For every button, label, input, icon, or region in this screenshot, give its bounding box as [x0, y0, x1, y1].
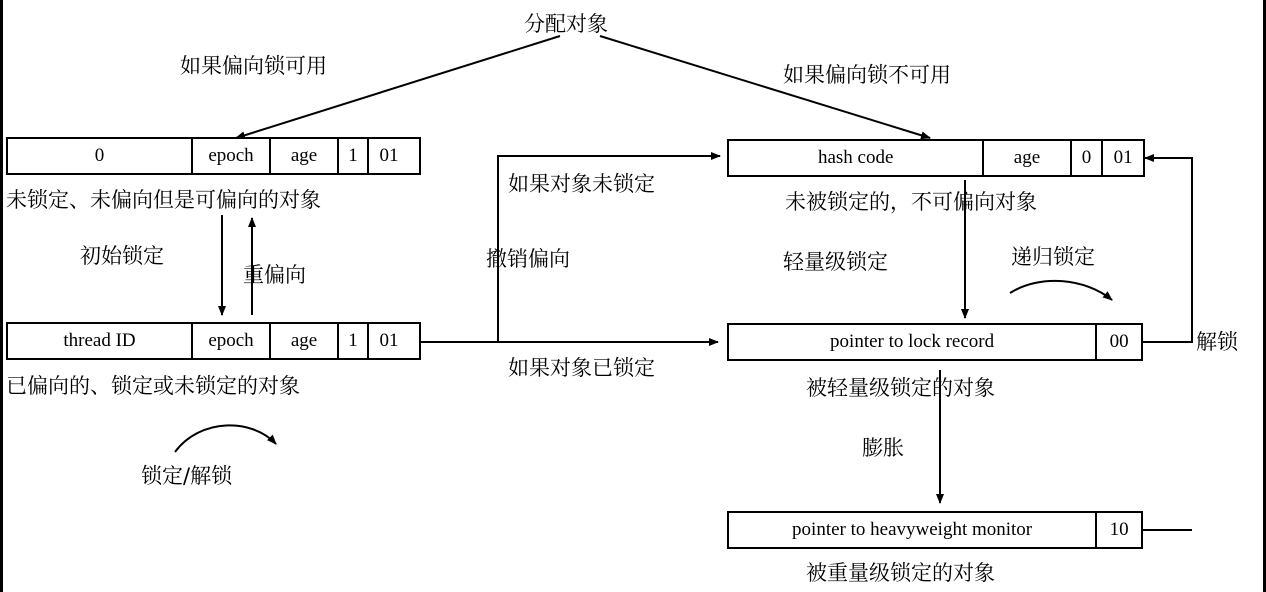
markword-cell-thread: 0	[8, 139, 193, 173]
edge-label-object-locked: 如果对象已锁定	[508, 356, 655, 380]
markword-cell-age: age	[271, 139, 339, 173]
edge-label-recursive-lock: 递归锁定	[1011, 245, 1095, 269]
markword-cell-hashcode: hash code	[729, 141, 984, 175]
markword-cell-biasbit: 0	[1072, 141, 1104, 175]
markword-cell-tag: 00	[1109, 331, 1129, 352]
markword-cell-tag: 01	[1113, 147, 1133, 168]
unlocked-biasable-caption: 未锁定、未偏向但是可偏向的对象	[6, 188, 321, 212]
edge-label-inflate: 膨胀	[862, 436, 904, 460]
heavyweight-monitor-markword	[727, 511, 1143, 549]
markword-cell-biasbit: 1	[339, 324, 369, 358]
markword-cell-tag: 10	[1109, 519, 1129, 540]
edge-label-revoke-bias: 撤销偏向	[486, 247, 570, 271]
markword-cell-thread-id: thread ID	[8, 324, 193, 358]
edge-label-initial-lock: 初始锁定	[80, 244, 164, 268]
edge-label-object-unlocked: 如果对象未锁定	[508, 172, 655, 196]
hashcode-markword-caption: 未被锁定的，不可偏向对象	[785, 190, 1037, 214]
heavyweight-monitor-caption: 被重量级锁定的对象	[806, 561, 995, 585]
edge-label-lightweight-lock: 轻量级锁定	[783, 250, 888, 274]
markword-cell-epoch: epoch	[193, 139, 271, 173]
markword-cell-lock-record-pointer: pointer to lock record	[729, 325, 1097, 359]
markword-cell-tag: 01	[379, 145, 399, 166]
markword-cell-biasbit: 1	[339, 139, 369, 173]
edge-label-biased-lock-unavailable: 如果偏向锁不可用	[783, 63, 951, 87]
biased-markword-caption: 已偏向的、锁定或未锁定的对象	[6, 374, 300, 398]
edge-label-biased-lock-available: 如果偏向锁可用	[180, 54, 327, 78]
markword-cell-age: age	[271, 324, 339, 358]
markword-cell-age: age	[984, 141, 1071, 175]
diagram-title: 分配对象	[524, 12, 608, 36]
markword-cell-epoch: epoch	[193, 324, 271, 358]
edge-label-unlock: 解锁	[1196, 330, 1238, 354]
lightweight-lock-caption: 被轻量级锁定的对象	[806, 376, 995, 400]
markword-cell-tag: 01	[379, 330, 399, 351]
biased-markword	[6, 322, 421, 360]
hashcode-markword	[727, 139, 1145, 177]
edge-label-lock-unlock: 锁定/解锁	[141, 464, 233, 488]
edge-label-rebias: 重偏向	[243, 263, 306, 287]
markword-cell-monitor-pointer: pointer to heavyweight monitor	[729, 513, 1097, 547]
lightweight-lock-markword	[727, 323, 1143, 361]
unlocked-biasable-markword	[6, 137, 421, 175]
